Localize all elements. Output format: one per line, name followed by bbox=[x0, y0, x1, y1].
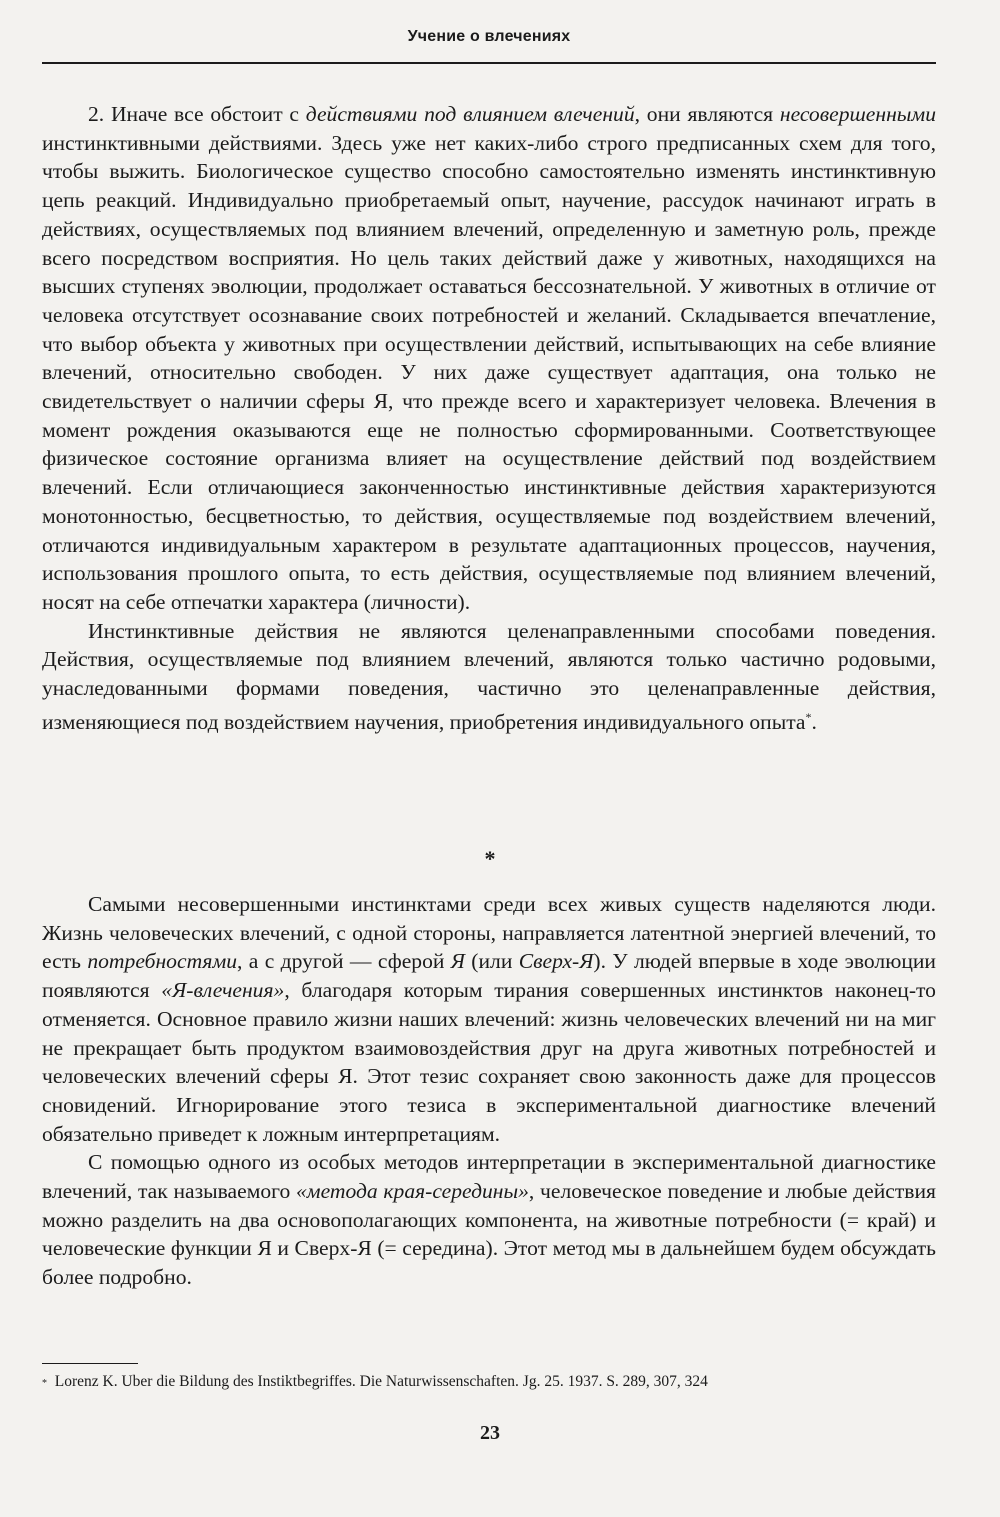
footnote bbox=[42, 1372, 936, 1392]
paragraph-4 bbox=[42, 1148, 936, 1292]
footnote-mark: * bbox=[42, 1378, 47, 1389]
header-rule bbox=[42, 62, 936, 64]
page-number: 23 bbox=[480, 1422, 500, 1444]
text-run: Инстинктивные действия не являются целенаправленными способами поведения. Действия, осуществляемые под влиянием влечений, являются только частично родовыми, унаследованными формами поведения, частично это целенаправленные действия, изменяющиеся под воздействием научения, приобретения индивидуального опыта bbox=[42, 618, 936, 734]
text-run: , они являются bbox=[634, 102, 780, 126]
paragraph-1 bbox=[42, 100, 936, 617]
text-run: инстинктивными действиями. Здесь уже нет каких-либо строго предписанных схем для того, чтобы выжить. Биологическое существо способно самостоятельно изменять инстинктивную цепь реакций. Индивидуально приобретаемый опыт, научение, рассудок начинают играть в действиях, осуществляемых под влиянием влечений, определенную и заметную роль, прежде всего посредством восприятия. Но цель таких действий даже у животных, находящихся на высших ступенях эволюции, продолжает оставаться бессознательной. У животных в отличие от человека отсутствует осознавание своих потребностей и желаний. Складывается впечатление, что выбор объекта у животных при осуществлении действий, испытывающих на себе влияние влечений, относительно свободен. У них даже существует адаптация, она только не свидетельствует о наличии сферы Я, что прежде всего и характеризует человека. Влечения в момент рождения оказываются еще не полностью сформированными. Соответствующее физическое состояние организма влияет на осуществление действий под воздействием влечений. Если отличающиеся законченностью инстинктивные действия характеризуются монотонностью, бесцветностью, то действия, осуществляемые под воздействием влечений, отличаются индивидуальным характером в результате адаптационных процессов, научения, использования прошлого опыта, то есть действия, осуществляемые под влиянием влечений, носят на себе отпечатки характера (личности). bbox=[42, 130, 936, 614]
paragraph-2 bbox=[42, 617, 936, 737]
text-run: С помощью одного из особых методов интерпретации в экспериментальной диагностике влечений, так называемого bbox=[42, 1150, 936, 1204]
text-run: ). У людей впервые в ходе эволюции появляются bbox=[42, 949, 936, 1003]
text-run: , а с другой — сферой bbox=[237, 949, 451, 974]
section-1 bbox=[42, 100, 936, 737]
text-run: Самыми несовершенными инстинктами среди всех живых существ наделяются люди. Жизнь человеческих влечений, с одной стороны, направляется латентной энергией влечений, то есть bbox=[42, 892, 936, 974]
paragraph-3 bbox=[42, 890, 936, 1148]
italic-term: «Я-влечения» bbox=[161, 978, 285, 1003]
footnote-reference[interactable]: * bbox=[805, 709, 812, 724]
text-run: , человеческое поведение и любые действия можно разделить на два основополагающих компонента, на животные потребности (= край) и человеческие функции Я и Сверх-Я (= середина). Этот метод мы в дальнейшем будем обсуждать более подробно. bbox=[42, 1179, 936, 1290]
text-run: 2. Иначе все обстоит с bbox=[88, 102, 306, 126]
text-run: . bbox=[811, 709, 817, 734]
italic-term: потребностями bbox=[87, 949, 238, 974]
italic-term: действиями под влиянием влечений bbox=[305, 102, 635, 126]
italic-term: Сверх-Я bbox=[518, 949, 594, 974]
running-head: Учение о влечениях bbox=[407, 28, 571, 45]
section-separator: * bbox=[484, 846, 496, 871]
footnote-rule bbox=[42, 1363, 138, 1364]
text-run: (или bbox=[464, 949, 519, 974]
italic-term: Я bbox=[450, 949, 465, 974]
italic-term: несовершенными bbox=[779, 102, 936, 126]
text-run: , благодаря которым тирания совершенных инстинктов наконец-то отменяется. Основное правило жизни наших влечений: жизнь человеческих влечений ни на миг не прекращает быть продуктом взаимовоздействия друг на друга животных потребностей и человеческих влечений сферы Я. Этот тезис сохраняет свою законность даже для процессов сновидений. Игнорирование этого тезиса в экспериментальной диагностике влечений обязательно приведет к ложным интерпретациям. bbox=[42, 978, 936, 1146]
footnote-text: Lorenz K. Uber die Bildung des Instiktbegriffes. Die Naturwissenschaften. Jg. 25. 1937. S. 289, 307, 324 bbox=[54, 1373, 708, 1390]
italic-term: «метода края-середины» bbox=[296, 1179, 529, 1204]
section-2 bbox=[42, 890, 936, 1292]
